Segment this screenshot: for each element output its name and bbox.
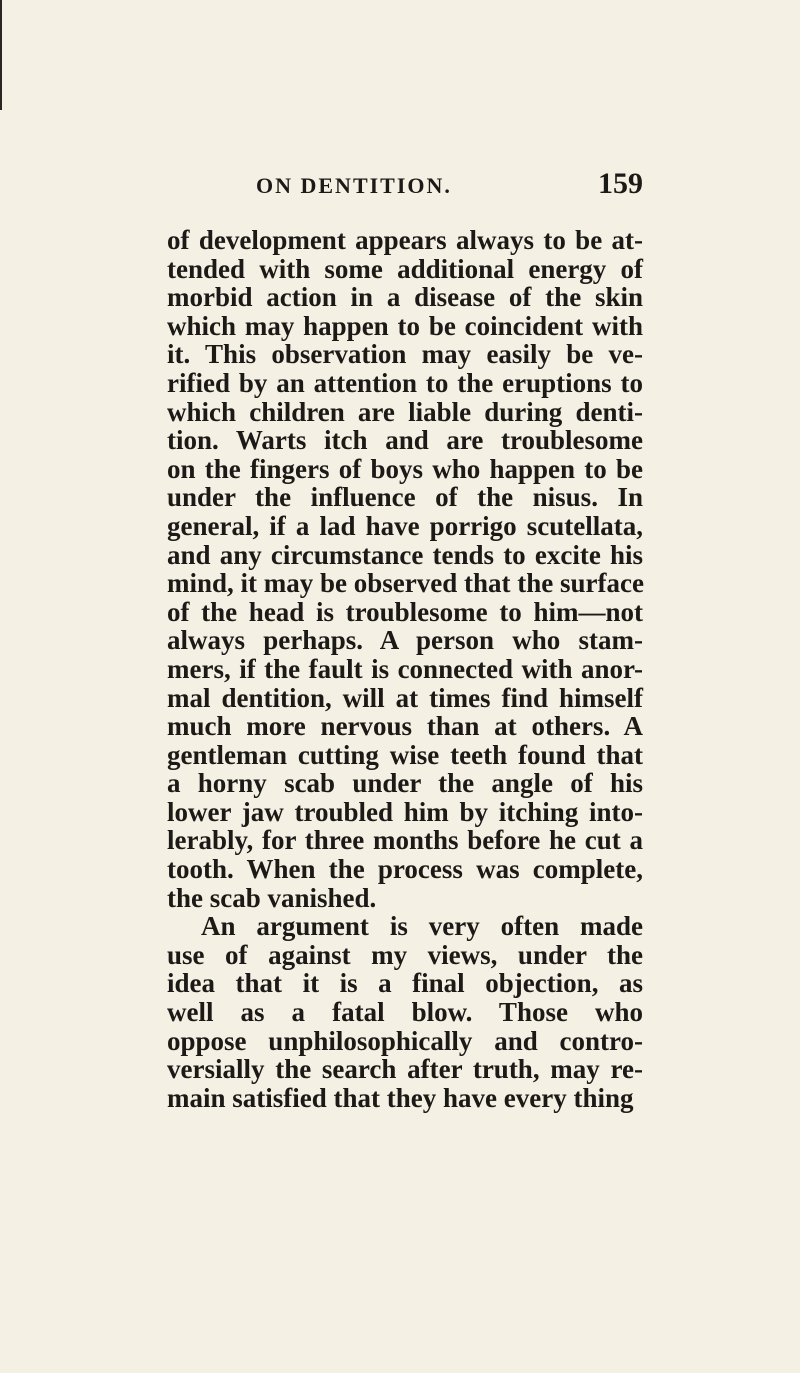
text-line: lower jaw troubled him by itching into- bbox=[167, 796, 643, 827]
text-line: versially the search after truth, may re- bbox=[167, 1054, 643, 1085]
text-line: much more nervous than at others. A bbox=[167, 711, 643, 742]
text-line: mal dentition, will at times find himself bbox=[167, 682, 643, 713]
body-text bbox=[167, 226, 643, 1112]
text-line: use of against my views, under the bbox=[167, 939, 643, 970]
left-edge-mark bbox=[0, 0, 2, 110]
text-line: idea that it is a final objection, as bbox=[167, 968, 643, 999]
text-line: general, if a lad have porrigo scutellata, bbox=[167, 510, 643, 541]
text-line: tended with some additional energy of bbox=[167, 253, 643, 284]
page-header bbox=[0, 167, 800, 207]
text-line: lerably, for three months before he cut a bbox=[167, 825, 643, 856]
text-line: the scab vanished. bbox=[167, 882, 377, 913]
text-line: which children are liable during denti- bbox=[167, 396, 643, 427]
text-line: of the head is troublesome to him—not bbox=[167, 596, 643, 627]
text-line: well as a fatal blow. Those who bbox=[167, 997, 643, 1028]
text-line: An argument is very often made bbox=[201, 911, 643, 942]
text-line: morbid action in a disease of the skin bbox=[167, 282, 643, 313]
text-line: rified by an attention to the eruptions to bbox=[167, 367, 643, 398]
page-number: 159 bbox=[598, 167, 643, 200]
text-line: under the influence of the nisus. In bbox=[167, 482, 643, 513]
text-line: on the fingers of boys who happen to be bbox=[167, 453, 643, 484]
text-line: and any circumstance tends to excite his bbox=[167, 539, 643, 570]
text-line: of development appears always to be at- bbox=[167, 225, 643, 255]
text-line: tooth. When the process was complete, bbox=[167, 854, 643, 885]
text-line: which may happen to be coincident with bbox=[167, 310, 643, 341]
text-line: always perhaps. A person who stam- bbox=[167, 625, 643, 656]
text-line: tion. Warts itch and are troublesome bbox=[167, 425, 643, 456]
text-line: a horny scab under the angle of his bbox=[167, 768, 643, 799]
text-line: oppose unphilosophically and contro- bbox=[167, 1025, 643, 1056]
text-line: it. This observation may easily be ve- bbox=[167, 339, 643, 370]
text-line: mers, if the fault is connected with anor- bbox=[167, 653, 643, 684]
text-line: main satisfied that they have every thing bbox=[167, 1082, 634, 1113]
text-line: mind, it may be observed that the surface bbox=[167, 568, 644, 599]
running-head: ON DENTITION. bbox=[256, 173, 452, 198]
text-line: gentleman cutting wise teeth found that bbox=[167, 739, 643, 770]
